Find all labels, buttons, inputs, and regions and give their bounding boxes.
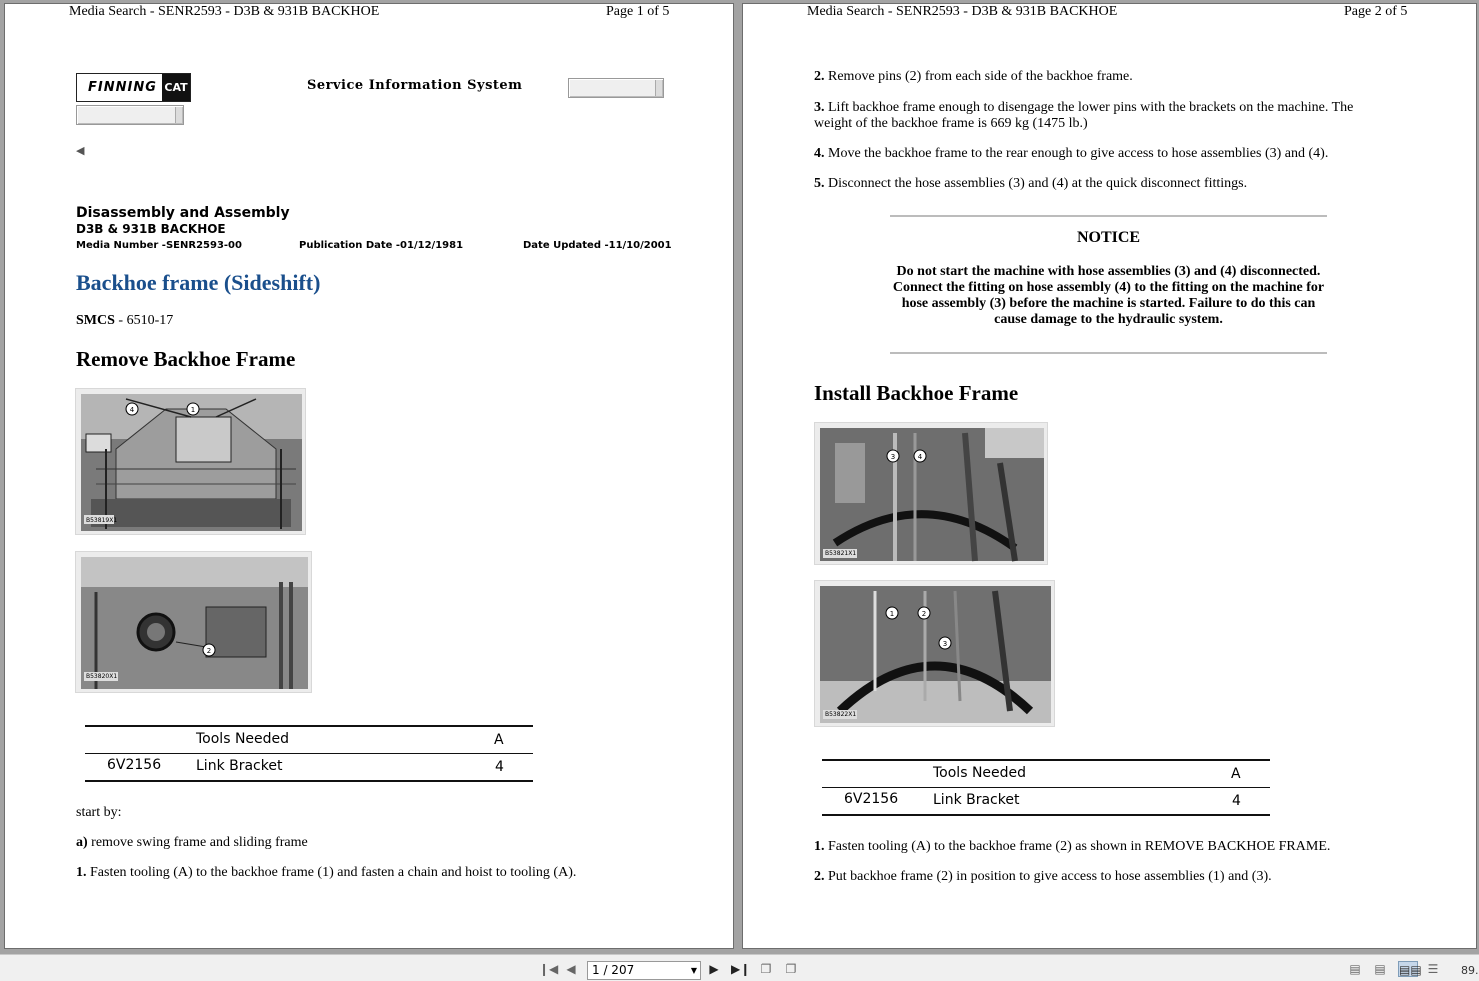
tool-qty: 4 — [495, 759, 504, 775]
tools-col: A — [1231, 766, 1241, 782]
tool-name: Link Bracket — [933, 792, 1020, 808]
last-page-icon[interactable]: ▶❙ — [731, 962, 751, 976]
notice-title: NOTICE — [1076, 229, 1141, 246]
tools-table — [85, 725, 533, 785]
tools-table — [822, 759, 1270, 819]
page-header-right: Page 1 of 5 — [606, 4, 670, 19]
page-number-input[interactable] — [587, 961, 701, 980]
backhoe-photo-1 — [75, 388, 306, 535]
install-photo-2 — [814, 580, 1055, 727]
svg-text:3: 3 — [942, 640, 948, 648]
svg-text:2: 2 — [921, 610, 927, 618]
page-indicator: 1 / 207 — [592, 963, 635, 977]
svg-text:4: 4 — [129, 406, 135, 414]
step-3 — [814, 100, 1384, 132]
step-num: 5. — [814, 176, 825, 191]
back-arrow-icon: ◀ — [76, 145, 85, 157]
svg-text:2: 2 — [206, 647, 212, 655]
step-a-label: a) — [76, 835, 88, 850]
first-page-icon[interactable]: ❙◀ — [539, 962, 559, 976]
prev-page-icon[interactable]: ◀ — [566, 962, 576, 976]
tools-col: A — [494, 732, 504, 748]
step-num: 2. — [814, 869, 825, 884]
svg-text:1: 1 — [190, 406, 196, 414]
page-2 — [742, 3, 1477, 949]
step-1-label: 1. — [76, 865, 87, 880]
step-text: Disconnect the hose assemblies (3) and (4) at the quick disconnect fittings. — [824, 176, 1248, 191]
step-2 — [814, 69, 1384, 85]
step-5 — [814, 176, 1384, 192]
backhoe-photo-2 — [75, 551, 312, 693]
step-text: Move the backhoe frame to the rear enough to give access to hose assemblies (3) and (4). — [824, 146, 1329, 161]
next-view-icon[interactable]: ❐ — [785, 962, 797, 976]
photo-code: B53822X1 — [825, 711, 857, 718]
svg-text:3: 3 — [890, 453, 896, 461]
doc-type: Disassembly and Assembly — [76, 205, 290, 221]
tool-qty: 4 — [1232, 793, 1241, 809]
step-num: 2. — [814, 69, 825, 84]
chevron-down-icon[interactable]: ▼ — [690, 966, 697, 975]
next-page-icon[interactable]: ▶ — [709, 962, 719, 976]
page-title: Backhoe frame (Sideshift) — [76, 270, 321, 295]
model-name: D3B & 931B BACKHOE — [76, 222, 226, 236]
svg-text:1: 1 — [889, 610, 895, 618]
single-page-icon[interactable]: ▤ — [1349, 962, 1361, 976]
search-box-image — [568, 78, 664, 98]
install-step-2 — [814, 869, 1454, 885]
zoom-level[interactable]: 89. — [1461, 964, 1479, 977]
step-4 — [814, 146, 1384, 162]
step-text: Remove pins (2) from each side of the backhoe frame. — [824, 69, 1133, 84]
finning-cat-logo — [76, 73, 191, 102]
tool-name: Link Bracket — [196, 758, 283, 774]
page-header-right: Page 2 of 5 — [1344, 4, 1408, 19]
sis-title: Service Information System — [307, 78, 523, 93]
tools-header: Tools Needed — [196, 731, 290, 747]
logo-cat-text: CAT — [162, 74, 190, 101]
section-install-heading: Install Backhoe Frame — [814, 381, 1019, 405]
step-1-text: Fasten tooling (A) to the backhoe frame (1) and fasten a chain and hoist to tooling (A). — [86, 865, 577, 880]
page-1 — [4, 3, 734, 949]
svg-text:4: 4 — [917, 453, 923, 461]
smcs-line — [76, 313, 173, 329]
step-a — [76, 835, 308, 851]
tool-part-number: 6V2156 — [107, 757, 162, 773]
step-a-text: remove swing frame and sliding frame — [87, 835, 308, 850]
step-num: 3. — [814, 100, 825, 115]
step-num: 4. — [814, 146, 825, 161]
viewer-toolbar — [0, 954, 1479, 981]
notice-text: Do not start the machine with hose assemblies (3) and (4) disconnected. Connect the fitting on hose assembly (4) to the fitting on the machine for hose assembly (3) before the machine is started. Failure to do this can cause damage to the hydraulic system. — [892, 264, 1325, 327]
notice-bottom-rule — [890, 352, 1327, 354]
logo-finning-text: FINNING — [88, 80, 157, 95]
photo-code: B53821X1 — [825, 550, 857, 557]
step-num: 1. — [814, 839, 825, 854]
search-box-image-2 — [76, 105, 184, 125]
date-updated: Date Updated -11/10/2001 — [523, 240, 672, 251]
step-text: Put backhoe frame (2) in position to give access to hose assemblies (1) and (3). — [824, 869, 1272, 884]
two-page-icon[interactable]: ▤▤ — [1399, 963, 1422, 977]
start-by: start by: — [76, 805, 122, 820]
page-header-left: Media Search - SENR2593 - D3B & 931B BACKHOE — [69, 4, 380, 19]
smcs-label: SMCS — [76, 313, 115, 328]
page-header-left: Media Search - SENR2593 - D3B & 931B BACKHOE — [807, 4, 1118, 19]
smcs-value: - 6510-17 — [114, 313, 174, 328]
two-page-continuous-icon[interactable]: ☰ — [1427, 962, 1439, 976]
continuous-icon[interactable]: ▤ — [1374, 962, 1386, 976]
tool-part-number: 6V2156 — [844, 791, 899, 807]
prev-view-icon[interactable]: ❐ — [760, 962, 772, 976]
notice-top-rule — [890, 215, 1327, 217]
publication-date: Publication Date -01/12/1981 — [299, 240, 464, 251]
media-number: Media Number -SENR2593-00 — [76, 240, 242, 251]
install-photo-1 — [814, 422, 1048, 565]
step-1 — [76, 865, 716, 881]
photo-code: B53819X1 — [86, 517, 118, 524]
step-text: Fasten tooling (A) to the backhoe frame (2) as shown in REMOVE BACKHOE FRAME. — [824, 839, 1331, 854]
photo-code: B53820X1 — [86, 673, 118, 680]
tools-header: Tools Needed — [933, 765, 1027, 781]
step-text: Lift backhoe frame enough to disengage the lower pins with the brackets on the machine. The weight of the backhoe frame is 669 kg (1475 lb.) — [814, 100, 1354, 131]
install-step-1 — [814, 839, 1454, 855]
section-remove-heading: Remove Backhoe Frame — [76, 347, 296, 371]
